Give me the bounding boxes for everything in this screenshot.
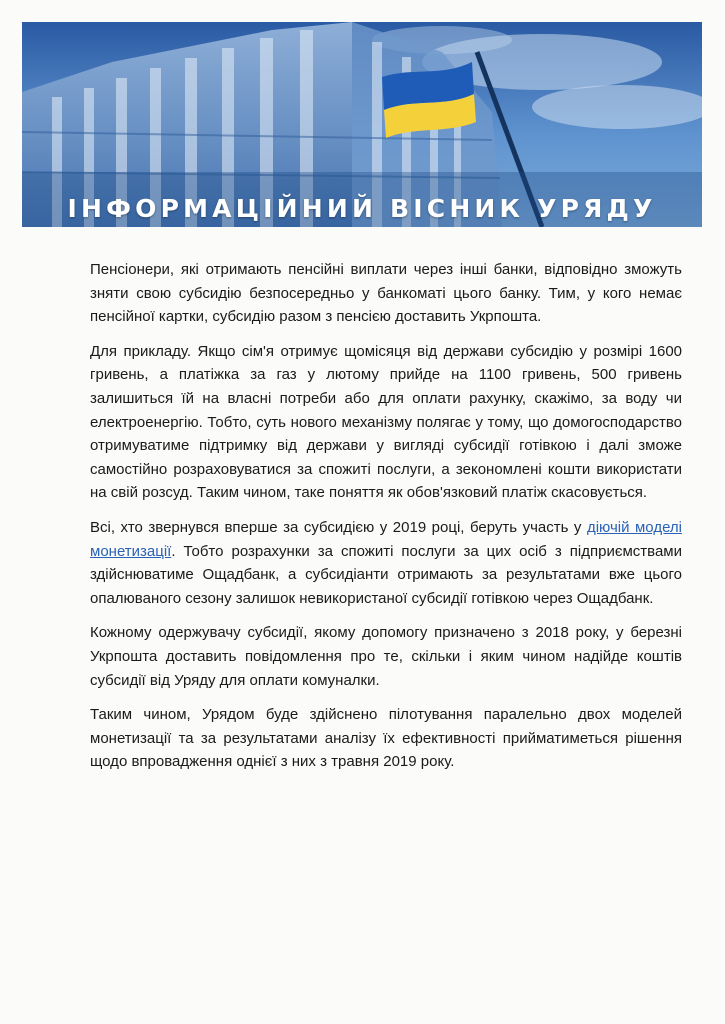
paragraph-4: Кожному одержувачу субсидії, якому допомогу призначено з 2018 року, у березні Укрпошта доставить повідомлення про те, скільки і яким чином надійде коштів субсидії від Уряду для оплати комуналки. — [90, 624, 682, 689]
paragraph-3 — [90, 516, 682, 610]
paragraph-2: Для прикладу. Якщо сім'я отримує щомісяця від держави субсидію у розмірі 1600 гривень, а платіжка за газ у лютому прийде на 1100 гривень, 500 гривень залишиться їй на власні потреби або для оплати рахунку, скажімо, за воду чи електроенергію. Тобто, суть нового механізму полягає у тому, що домогосподарство отримуватиме підтримку від держави у вигляді субсидії готівкою і далі зможе самостійно розраховуватися за спожиті послуги, а зекономлені кошти використати на свій розсуд. Таким чином, таке поняття як обов'язковий платіж скасовується. — [90, 342, 682, 502]
paragraph-5: Таким чином, Урядом буде здійснено пілотування паралельно двох моделей монетизації та за результатами аналізу їх ефективності прийматиметься рішення щодо впровадження однієї з них з травня 2019 року. — [90, 706, 682, 771]
monetization-model-link[interactable]: діючій моделі монетизації — [90, 518, 682, 560]
page-title: ІНФОРМАЦІЙНИЙ ВІСНИК УРЯДУ — [67, 194, 657, 223]
article-body — [90, 258, 682, 785]
paragraph-1: Пенсіонери, які отримають пенсійні виплати через інші банки, відповідно зможуть зняти свою субсидію безпосередньо у банкоматі цього банку. Тим, у кого немає пенсійної картки, субсидію разом з пенсією доставить Укрпошта. — [90, 261, 682, 326]
paragraph-3-start: Всі, хто звернувся вперше за субсидією у 2019 році, беруть участь у — [90, 518, 587, 536]
paragraph-3-end: . Тобто розрахунки за спожиті послуги за цих осіб з підприємствами здійснюватиме Ощадбанк, а субсидіанти отримають за результатами вже цього опалюваного сезону залишок невикористаної субсидії готівкою через Ощадбанк. — [90, 542, 682, 607]
header-banner — [22, 22, 702, 227]
